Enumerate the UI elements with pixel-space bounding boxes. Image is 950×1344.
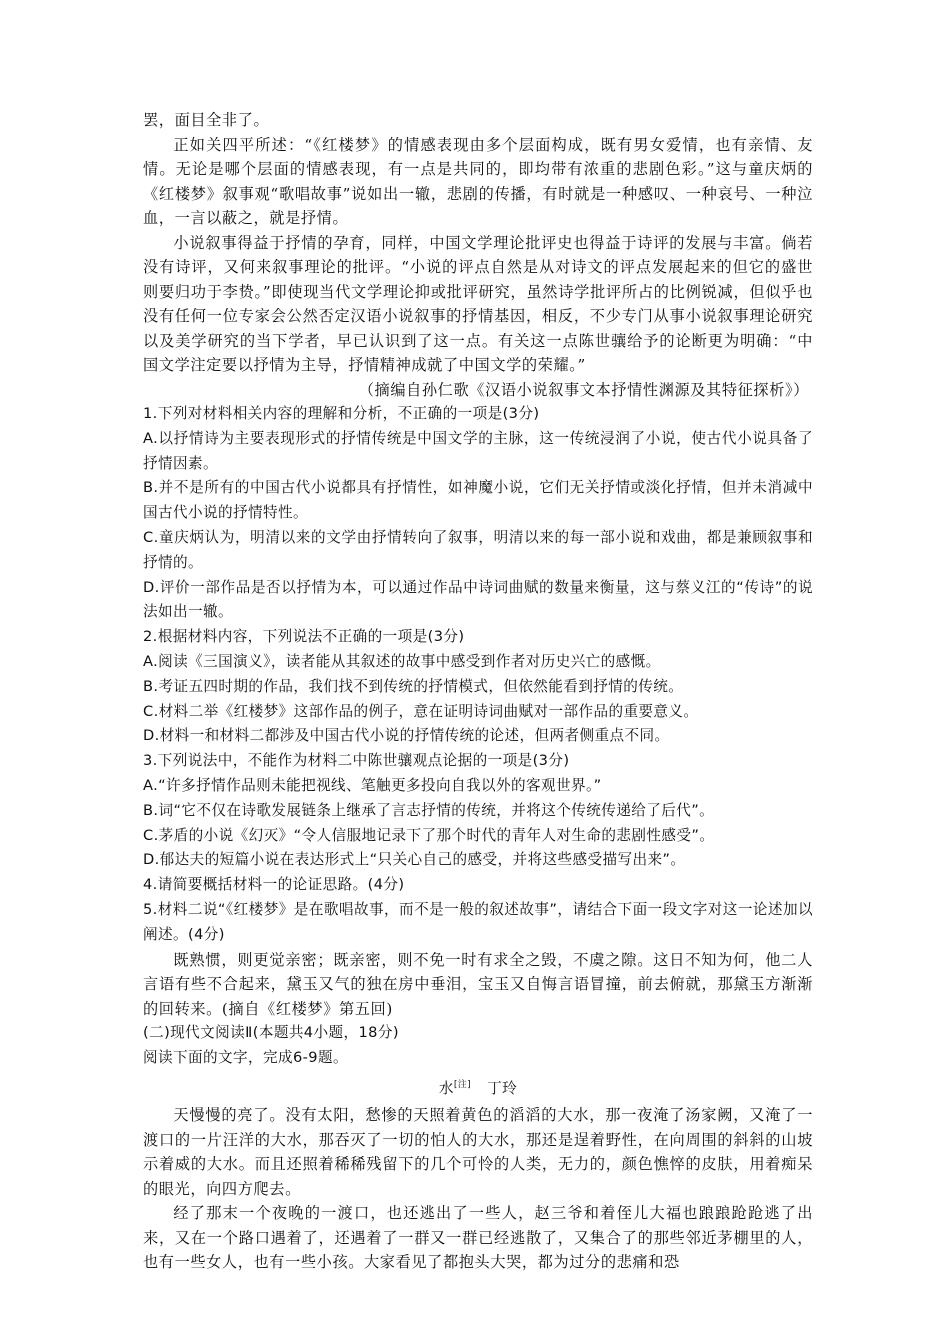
question-option: D.评价一部作品是否以抒情为本，可以通过作品中诗词曲赋的数量来衡量，这与蔡义江的“传诗”的说法如出一辙。 [143,578,813,621]
question-option: C.材料二举《红楼梦》这部作品的例子，意在证明诗词曲赋对一部作品的重要意义。 [143,702,699,720]
passage-paragraph: 正如关四平所述：“《红楼梦》的情感表现由多个层面构成，既有男女爱情，也有亲情、友情。无论是哪个层面的情感表现，有一点是共同的，即均带有浓重的悲剧色彩。”这与童庆炳的《红楼梦》叙事观“歌唱故事”说如出一辙，悲剧的传播，有时就是一种感叹、一种哀号、一种泣血，一言以蔽之，就是抒情。 [143,135,813,227]
question-option: B.并不是所有的中国古代小说都具有抒情性，如神魔小说，它们无关抒情或淡化抒情，但并未消减中国古代小说的抒情特性。 [143,479,813,522]
story-title: 水 [438,1079,454,1097]
question-option: D.郁达夫的短篇小说在表达形式上“只关心自己的感受，并将这些感受描写出来”。 [143,851,686,869]
question-4: 4.请简要概括材料一的论证思路。(4分) [143,876,405,894]
story-paragraph: 经了那末一个夜晚的一渡口，也还逃出了一些人，赵三爷和着侄儿大福也踉踉跄跄逃了出来，又在一个路口遇着了，还遇着了一群又一群已经逃散了，又集合了的那些邻近茅棚里的人，也有一些女人，也有一些小孩。大家看见了都抱头大哭，都为过分的悲痛和恐 [143,1204,813,1272]
passage-tail: 罢，面目全非了。 [143,111,270,129]
question-option: B.词“它不仅在诗歌发展链条上继承了言志抒情的传统，并将这个传统传递给了后代”。 [143,801,715,819]
question-option: B.考证五四时期的作品，我们找不到传统的抒情模式，但依然能看到抒情的传统。 [143,677,684,695]
question-option: A.“许多抒情作品则未能把视线、笔触更多投向自我以外的客观世界。” [143,776,602,794]
excerpt-text: 既熟惯，则更觉亲密；既亲密，则不免一时有求全之毁，不虞之隙。这日不知为何，他二人言语有些不合起来，黛玉又气的独在房中垂泪，宝玉又自悔言语冒撞，前去俯就，那黛玉方渐渐的回转来。(摘自《红楼梦》第五回) [143,950,813,1018]
question-5: 5.材料二说“《红楼梦》是在歌唱故事，而不是一般的叙述故事”，请结合下面一段文字对这一论述加以阐述。(4分) [143,900,813,943]
section-instruction: 阅读下面的文字，完成6-9题。 [143,1048,348,1066]
question-option: C.童庆炳认为，明清以来的文学由抒情转向了叙事，明清以来的每一部小说和戏曲，都是兼顾叙事和抒情的。 [143,528,813,571]
question-stem: 1.下列对材料相关内容的理解和分析，不正确的一项是(3分) [143,405,540,422]
story-author: 丁玲 [487,1079,518,1097]
section-heading: (二)现代文阅读Ⅱ(本题共4小题，18分) [143,1024,399,1042]
question-1 [143,402,813,625]
question-option: A.以抒情诗为主要表现形式的抒情传统是中国文学的主脉，这一传统浸润了小说，使古代小说具备了抒情因素。 [143,429,813,472]
question-stem: 3.下列说法中，不能作为材料二中陈世骧观点论据的一项是(3分) [143,752,570,770]
story-title-line [143,1073,813,1102]
passage-source: （摘编自孙仁歌《汉语小说叙事文本抒情性渊源及其特征探析》） [358,380,809,399]
question-option: A.阅读《三国演义》，读者能从其叙述的故事中感受到作者对历史兴亡的感慨。 [143,652,661,670]
question-option: C.茅盾的小说《幻灭》“令人信服地记录下了那个时代的青年人对生命的悲剧性感受”。 [143,826,715,844]
question-2 [143,625,813,749]
story-paragraph: 天慢慢的亮了。没有太阳，愁惨的天照着黄色的滔滔的大水，那一夜淹了汤家阙，又淹了一渡口的一片汪洋的大水，那吞灭了一切的怕人的大水，那还是逞着野性，在向周围的斜斜的山坡示着威的大水。而且还照着稀稀残留下的几个可怜的人类，无力的，颜色憔悴的皮肤，用着痴呆的眼光，向四方爬去。 [143,1106,813,1198]
question-stem: 2.根据材料内容，下列说法不正确的一项是(3分) [143,628,465,646]
question-3 [143,749,813,873]
question-option: D.材料一和材料二都涉及中国古代小说的抒情传统的论述，但两者侧重点不同。 [143,727,670,745]
footnote-marker: [注] [453,1079,472,1090]
exam-page [143,108,813,1275]
passage-paragraph: 小说叙事得益于抒情的孕育，同样，中国文学理论批评史也得益于诗评的发展与丰富。倘若没有诗评，又何来叙事理论的批评。“小说的评点自然是从对诗文的评点发展起来的但它的盛世则要归功于李贽。”即使现当代文学理论抑或批评研究，虽然诗学批评所占的比例锐减，但似乎也没有任何一位专家会公然否定汉语小说叙事的抒情基因，相反，不少专门从事小说叙事理论研究以及美学研究的当下学者，早已认识到了这一点。有关这一点陈世骧给予的论断更为明确：“中国文学注定要以抒情为主导，抒情精神成就了中国文学的荣耀。” [143,233,813,374]
